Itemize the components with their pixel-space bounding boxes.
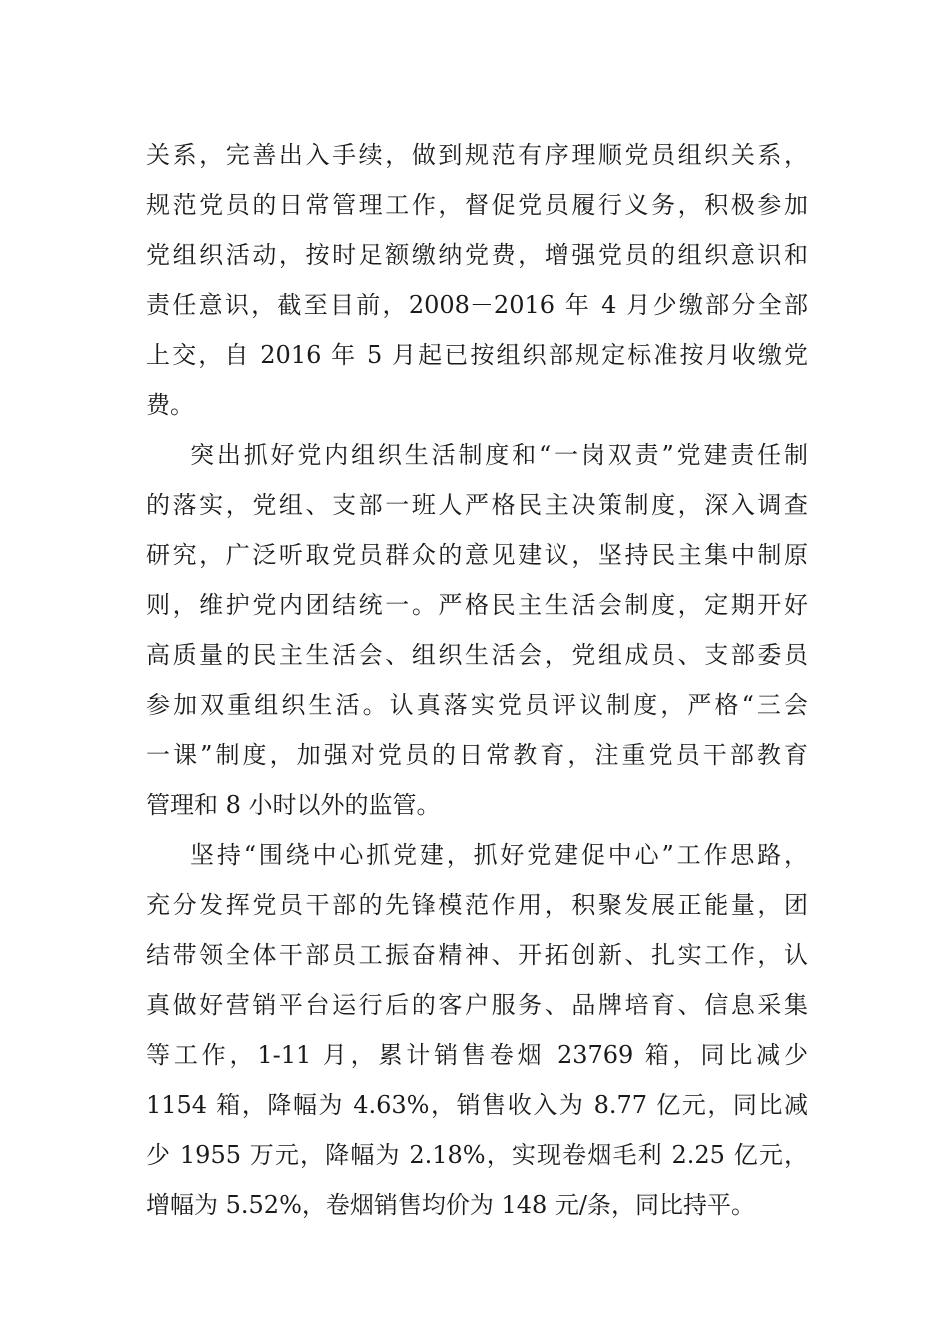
paragraph-2 bbox=[146, 430, 808, 830]
document-body bbox=[146, 130, 808, 1230]
text-line: 充分发挥党员干部的先锋模范作用，积聚发展正能量，团 bbox=[146, 891, 808, 919]
text-line: 增幅为 5.52%，卷烟销售均价为 148 元/条，同比持平。 bbox=[146, 1191, 756, 1219]
text-line: 关系，完善出入手续，做到规范有序理顺党员组织关系， bbox=[146, 141, 808, 169]
text-line: 上交，自 2016 年 5 月起已按组织部规定标准按月收缴党 bbox=[146, 341, 808, 369]
text-line: 一课”制度，加强对党员的日常教育，注重党员干部教育 bbox=[146, 741, 808, 769]
text-line: 责任意识，截至目前，2008－2016 年 4 月少缴部分全部 bbox=[146, 291, 808, 319]
paragraph-1 bbox=[146, 130, 808, 430]
text-line: 真做好营销平台运行后的客户服务、品牌培育、信息采集 bbox=[146, 991, 808, 1019]
text-line: 结带领全体干部员工振奋精神、开拓创新、扎实工作，认 bbox=[146, 941, 808, 969]
text-line: 规范党员的日常管理工作，督促党员履行义务，积极参加 bbox=[146, 191, 808, 219]
text-line: 费。 bbox=[146, 391, 194, 419]
text-line: 研究，广泛听取党员群众的意见建议，坚持民主集中制原 bbox=[146, 541, 808, 569]
text-line: 则，维护党内团结统一。严格民主生活会制度，定期开好 bbox=[146, 591, 808, 619]
paragraph-3 bbox=[146, 830, 808, 1230]
text-line: 参加双重组织生活。认真落实党员评议制度，严格“三会 bbox=[146, 691, 808, 719]
text-line: 突出抓好党内组织生活制度和“一岗双责”党建责任制 bbox=[190, 441, 808, 469]
text-line: 的落实，党组、支部一班人严格民主决策制度，深入调查 bbox=[146, 491, 808, 519]
text-line: 少 1955 万元，降幅为 2.18%，实现卷烟毛利 2.25 亿元， bbox=[146, 1141, 808, 1169]
text-line: 党组织活动，按时足额缴纳党费，增强党员的组织意识和 bbox=[146, 241, 808, 269]
text-line: 坚持“围绕中心抓党建，抓好党建促中心”工作思路， bbox=[190, 841, 808, 869]
text-line: 高质量的民主生活会、组织生活会，党组成员、支部委员 bbox=[146, 641, 808, 669]
text-line: 等工作，1-11 月，累计销售卷烟 23769 箱，同比减少 bbox=[146, 1041, 808, 1069]
text-line: 管理和 8 小时以外的监管。 bbox=[146, 791, 441, 819]
text-line: 1154 箱，降幅为 4.63%，销售收入为 8.77 亿元，同比减 bbox=[146, 1091, 808, 1119]
